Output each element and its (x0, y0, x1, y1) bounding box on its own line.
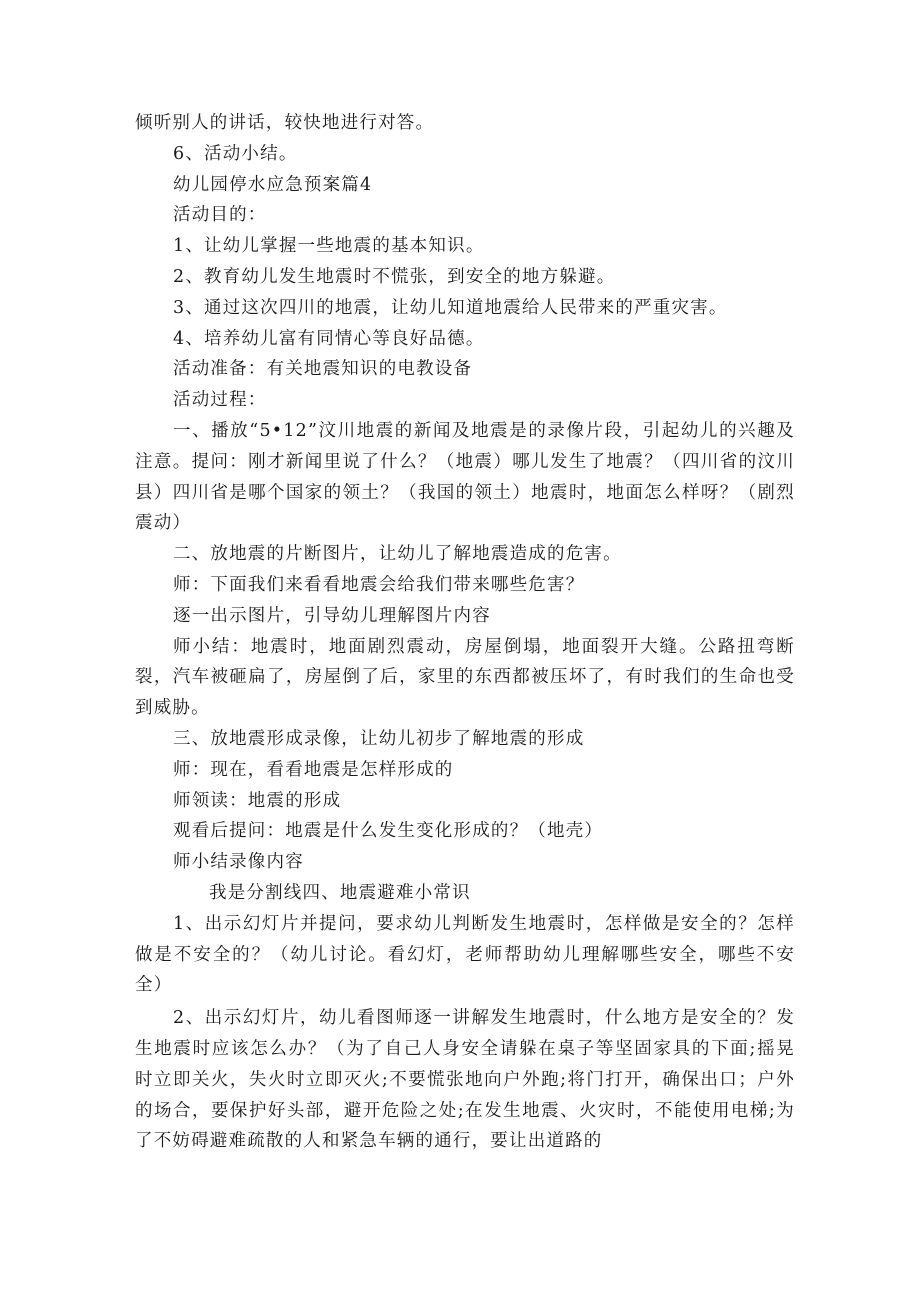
paragraph-15: 师小结：地震时，地面剧烈震动，房屋倒塌，地面裂开大缝。公路扭弯断裂，汽车被砸扁了，房屋倒了后，家里的东西都被压坏了，有时我们的生命也受到威胁。 (135, 636, 795, 719)
paragraph-20: 师小结录像内容 (173, 852, 304, 873)
paragraph-2: 6、活动小结。 (173, 143, 298, 164)
paragraph-11: 一、播放“5•12”汶川地震的新闻及地震是的录像片段，引起幼儿的兴趣及注意。提问：刚才新闻里说了什么？（地震）哪儿发生了地震？（四川省的汶川县）四川省是哪个国家的领土？（我国的领土）地震时，地面怎么样呀？（剧烈震动） (135, 420, 795, 534)
document-body (135, 108, 795, 1157)
paragraph-19: 观看后提问：地震是什么发生变化形成的？（地壳） (173, 821, 604, 842)
section-heading: 幼儿园停水应急预案篇4 (173, 174, 373, 195)
paragraph-6: 2、教育幼儿发生地震时不慌张，到安全的地方躲避。 (173, 266, 616, 287)
paragraph-23: 2、出示幻灯片，幼儿看图师逐一讲解发生地震时，什么地方是安全的？发生地震时应该怎么办？（为了自己人身安全请躲在桌子等坚固家具的下面;摇晃时立即关火，失火时立即灭火;不要慌张地向户外跑;将门打开，确保出口；户外的场合，要保护好头部，避开危险之处;在发生地震、火灾时，不能使用电梯;为了不妨碍避难疏散的人和紧急车辆的通行，要让出道路的 (135, 1008, 795, 1152)
paragraph-1: 倾听别人的讲话，较快地进行对答。 (135, 113, 435, 133)
paragraph-22: 1、出示幻灯片并提问，要求幼儿判断发生地震时，怎样做是安全的？怎样做是不安全的？（幼儿讨论。看幻灯，老师帮助幼儿理解哪些安全，哪些不安全） (135, 913, 795, 996)
paragraph-17: 师：现在，看看地震是怎样形成的 (173, 759, 454, 780)
paragraph-18: 师领读：地震的形成 (173, 790, 342, 811)
paragraph-5: 1、让幼儿掌握一些地震的基本知识。 (173, 236, 485, 257)
separator-line-heading: 我是分割线四、地震避难小常识 (209, 882, 471, 903)
paragraph-13: 师：下面我们来看看地震会给我们带来哪些危害？ (173, 574, 585, 595)
paragraph-9: 活动准备：有关地震知识的电教设备 (173, 359, 473, 380)
paragraph-12: 二、放地震的片断图片，让幼儿了解地震造成的危害。 (173, 544, 622, 565)
paragraph-8: 4、培养幼儿富有同情心等良好品德。 (173, 328, 485, 349)
paragraph-10: 活动过程： (173, 390, 267, 411)
paragraph-4: 活动目的： (173, 205, 267, 226)
paragraph-7: 3、通过这次四川的地震，让幼儿知道地震给人民带来的严重灾害。 (173, 297, 728, 318)
paragraph-14: 逐一出示图片，引导幼儿理解图片内容 (173, 605, 491, 626)
paragraph-16: 三、放地震形成录像，让幼儿初步了解地震的形成 (173, 728, 585, 749)
